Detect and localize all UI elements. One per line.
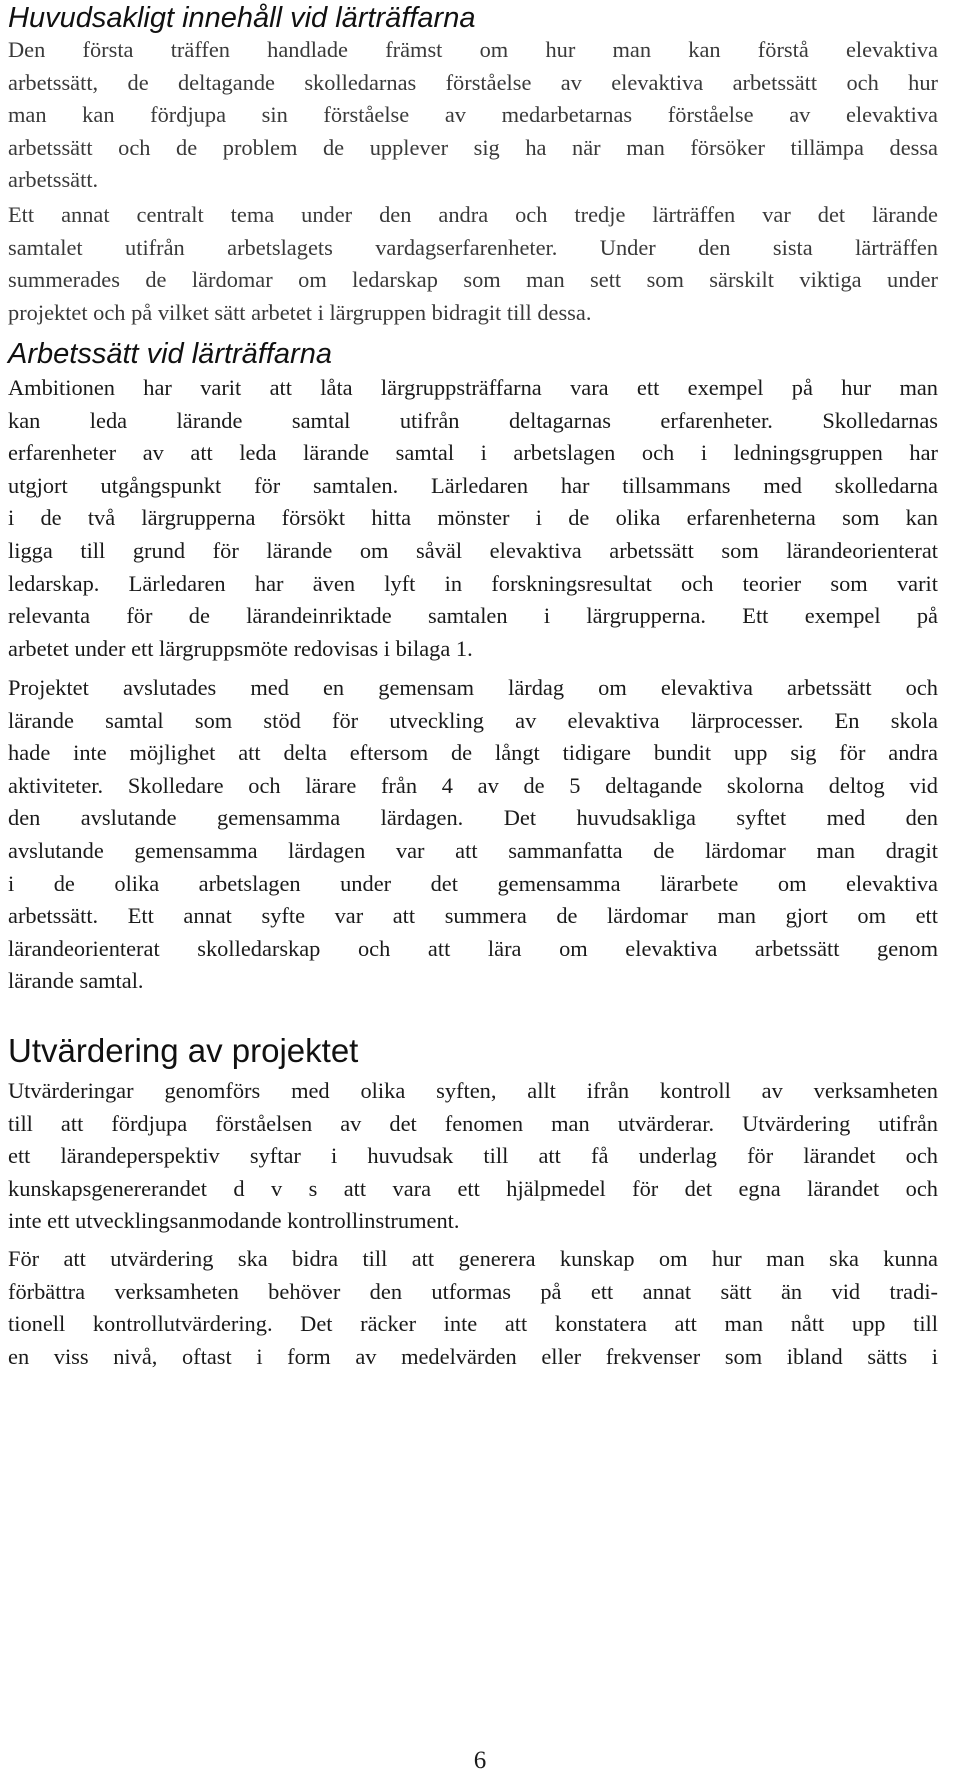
text-line: erfarenheter av att leda lärande samtal i arbetslagen och i ledningsgruppen har [8,440,938,466]
text-line: inte ett utvecklingsanmodande kontrollinstrument. [8,1208,460,1234]
section-heading-utvardering: Utvärdering av projektet [8,1032,359,1069]
text-line: arbetssätt, de deltagande skolledarnas förståelse av elevaktiva arbetssätt och hur [8,69,938,95]
text-line: förbättra verksamheten behöver den utformas på ett annat sätt än vid tradi- [8,1278,938,1304]
paragraph-ambitionen [8,372,938,665]
section-heading-arbetssatt: Arbetssätt vid lärträffarna [8,338,332,370]
page-number: 6 [473,1747,487,1774]
text-line: ett lärandeperspektiv syftar i huvudsak till att få underlag för lärandet och [8,1143,938,1169]
paragraph-centralt-tema [8,199,938,329]
text-line: avslutande gemensamma lärdagen var att sammanfatta de lärdomar man dragit [8,837,938,863]
text-line: ligga till grund för lärande om såväl elevaktiva arbetssätt som lärandeorienterat [8,537,938,563]
text-line: Utvärderingar genomförs med olika syften, allt ifrån kontroll av verksamheten [8,1078,938,1103]
text-line: i de två lärgrupperna försökt hitta mönster i de olika erfarenheterna som kan [8,505,938,531]
paragraph-for-att-utvardering [8,1243,938,1373]
text-line: tionell kontrollutvärdering. Det räcker inte att konstatera att man nått upp till [8,1311,938,1337]
text-line: kan leda lärande samtal utifrån deltagarnas erfarenheter. Skolledarnas [8,407,938,433]
text-line: arbetssätt. [8,167,99,193]
text-line: aktiviteter. Skolledare och lärare från 4 av de 5 deltagande skolorna deltog vid [8,772,938,798]
text-line: arbetssätt. Ett annat syfte var att summera de lärdomar man gjort om ett [8,903,938,929]
text-line: till att fördjupa förståelsen av det fenomen man utvärderar. Utvärdering utifrån [8,1110,938,1136]
text-line: För att utvärdering ska bidra till att generera kunskap om hur man ska kunna [8,1246,938,1271]
text-line: arbetssätt och de problem de upplever sig ha när man försöker tillämpa dessa [8,134,938,160]
text-line: utgjort utgångspunkt för samtalen. Lärledaren har tillsammans med skolledarna [8,472,938,498]
text-line: man kan fördjupa sin förståelse av medarbetarnas förståelse av elevaktiva [8,102,938,128]
text-line: lärandeorienterat skolledarskap och att lära om elevaktiva arbetssätt genom [8,935,938,961]
text-line: relevanta för de lärandeinriktade samtalen i lärgrupperna. Ett exempel på [8,603,938,629]
text-line: hade inte möjlighet att delta eftersom de långt tidigare bundit upp sig för andra [8,740,938,766]
text-line: kunskapsgenererandet d v s att vara ett hjälpmedel för det egna lärandet och [8,1175,938,1201]
text-line: Den första träffen handlade främst om hur man kan förstå elevaktiva [8,37,938,62]
paragraph-forsta-traffen [8,34,938,197]
text-line: ledarskap. Lärledaren har även lyft in forskningsresultat och teorier som varit [8,570,938,596]
paragraph-utvarderingar [8,1075,938,1238]
text-line: den avslutande gemensamma lärdagen. Det huvudsakliga syftet med den [8,805,938,831]
text-line: i de olika arbetslagen under det gemensamma lärarbete om elevaktiva [8,870,938,896]
text-line: Ett annat centralt tema under den andra och tredje lärträffen var det lärande [8,202,938,227]
text-line: samtalet utifrån arbetslagets vardagserfarenheter. Under den sista lärträffen [8,234,938,260]
text-line: Projektet avslutades med en gemensam lärdag om elevaktiva arbetssätt och [8,675,938,700]
text-line: en viss nivå, oftast i form av medelvärden eller frekvenser som ibland sätts i [8,1343,938,1369]
text-line: arbetet under ett lärgruppsmöte redovisas i bilaga 1. [8,635,473,661]
text-line: lärande samtal. [8,968,144,994]
text-line: projektet och på vilket sätt arbetet i lärgruppen bidragit till dessa. [8,299,592,325]
text-line: lärande samtal som stöd för utveckling av elevaktiva lärprocesser. En skola [8,707,938,733]
section-heading-huvudsakligt-innehall: Huvudsakligt innehåll vid lärträffarna [8,2,476,34]
paragraph-projektet-avslutades [8,672,938,998]
text-line: summerades de lärdomar om ledarskap som man sett som särskilt viktiga under [8,267,938,293]
text-line: Ambitionen har varit att låta lärgruppsträffarna vara ett exempel på hur man [8,375,938,400]
